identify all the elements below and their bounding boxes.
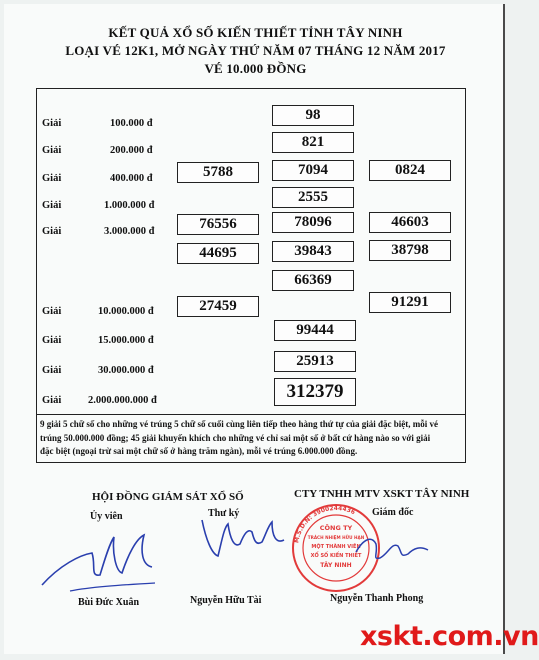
prize-label: Giải bbox=[42, 118, 62, 129]
council-title: HỘI ĐỒNG GIÁM SÁT XỔ SỐ bbox=[92, 491, 244, 503]
result-number: 39843 bbox=[272, 241, 354, 262]
prize-amount: 10.000.000 đ bbox=[98, 306, 154, 317]
result-number: 0824 bbox=[369, 160, 451, 181]
table-divider bbox=[36, 414, 466, 415]
prize-amount: 30.000.000 đ bbox=[98, 365, 154, 376]
prize-label: Giải bbox=[42, 145, 62, 156]
director-role: Giám đốc bbox=[372, 507, 414, 518]
result-number: 66369 bbox=[272, 270, 354, 291]
prize-amount: 2.000.000.000 đ bbox=[88, 395, 157, 406]
result-number: 27459 bbox=[177, 296, 259, 317]
prize-label: Giải bbox=[42, 335, 62, 346]
result-number: 46603 bbox=[369, 212, 451, 233]
stamp-line: TÂY NINH bbox=[320, 562, 352, 569]
member-signature bbox=[40, 525, 160, 595]
member-role: Ủy viên bbox=[90, 511, 123, 522]
member-name: Bùi Đức Xuân bbox=[78, 597, 140, 608]
result-number: 5788 bbox=[177, 162, 259, 183]
prize-amount: 200.000 đ bbox=[110, 145, 153, 156]
company-title: CTY TNHH MTV XSKT TÂY NINH bbox=[294, 488, 470, 500]
prize-label: Giải bbox=[42, 306, 62, 317]
result-number: 44695 bbox=[177, 243, 259, 264]
secretary-role: Thư ký bbox=[208, 508, 240, 519]
prize-amount: 3.000.000 đ bbox=[104, 226, 155, 237]
title-line-3: VÉ 10.000 ĐỒNG bbox=[204, 61, 307, 76]
secretary-name: Nguyễn Hữu Tài bbox=[190, 595, 262, 606]
director-signature bbox=[352, 528, 432, 568]
result-number: 821 bbox=[272, 132, 354, 153]
stamp-line: TRÁCH NHIỆM HỮU HẠN bbox=[307, 535, 365, 540]
result-number: 25913 bbox=[274, 351, 356, 372]
note-line: 9 giải 5 chữ số cho những vé trúng 5 chữ số cuối cùng liên tiếp theo hàng thứ tự của giải đặc biệt, mỗi vé bbox=[40, 419, 439, 429]
note-line: trúng 50.000.000 đồng; 45 giải khuyến khích cho những vé chỉ sai một số ở bất cứ hàng nào so với giải bbox=[40, 432, 431, 443]
prize-amount: 100.000 đ bbox=[110, 118, 153, 129]
result-number: 91291 bbox=[369, 292, 451, 313]
result-number: 76556 bbox=[177, 214, 259, 235]
prize-amount: 15.000.000 đ bbox=[98, 335, 154, 346]
stamp-line: MỘT THÀNH VIÊN bbox=[311, 544, 361, 550]
prize-label: Giải bbox=[42, 200, 62, 211]
result-number: 99444 bbox=[274, 320, 356, 341]
title-line-2: LOẠI VÉ 12K1, MỞ NGÀY THỨ NĂM 07 THÁNG 12 NĂM 2017 bbox=[65, 43, 446, 58]
secretary-signature bbox=[198, 510, 288, 565]
results-table bbox=[36, 88, 466, 463]
watermark-logo: xskt.com.vn bbox=[360, 621, 539, 652]
prize-label: Giải bbox=[42, 226, 62, 237]
prize-amount: 1.000.000 đ bbox=[104, 200, 155, 211]
prize-label: Giải bbox=[42, 173, 62, 184]
title-line-1: KẾT QUẢ XỔ SỐ KIẾN THIẾT TỈNH TÂY NINH bbox=[108, 25, 403, 40]
prize-amount: 400.000 đ bbox=[110, 173, 153, 184]
stamp-line: CÔNG TY bbox=[319, 524, 353, 532]
prize-label: Giải bbox=[42, 365, 62, 376]
note-line: đặc biệt (ngoại trừ sai một chữ số ở hàng trăm ngàn), mỗi vé trúng 6.000.000 đồng. bbox=[40, 446, 358, 456]
result-number: 7094 bbox=[272, 160, 354, 181]
stamp-line: XỔ SỐ KIẾN THIẾT bbox=[310, 553, 362, 559]
director-name: Nguyễn Thanh Phong bbox=[330, 593, 424, 604]
stamp-ring-text: M.S.D.N: 3900244436 bbox=[293, 504, 357, 544]
special-prize-number: 312379 bbox=[274, 378, 356, 406]
prize-label: Giải bbox=[42, 395, 62, 406]
result-number: 98 bbox=[272, 105, 354, 126]
result-number: 2555 bbox=[272, 187, 354, 208]
notes bbox=[40, 418, 462, 459]
result-number: 38798 bbox=[369, 240, 451, 261]
result-number: 78096 bbox=[272, 212, 354, 233]
